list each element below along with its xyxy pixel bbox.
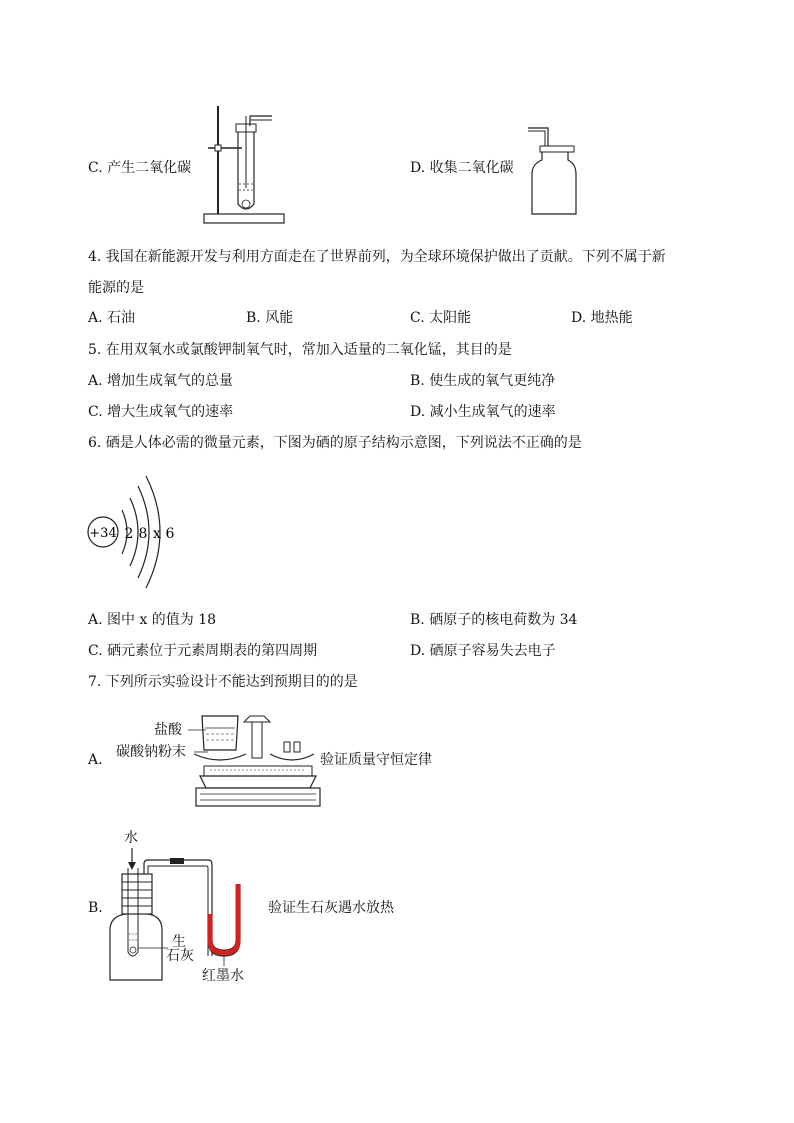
q5-stem: 5. 在用双氧水或氯酸钾制氧气时，常加入适量的二氧化锰，其目的是 [88, 342, 512, 358]
q4-stem-line2: 能源的是 [88, 280, 144, 296]
q4-option-d: D. 地热能 [571, 310, 633, 326]
shell-2-count: 8 [138, 526, 148, 542]
q6-option-b: B. 硒原子的核电荷数为 34 [410, 612, 578, 628]
q7-option-a-caption: 验证质量守恒定律 [320, 752, 432, 768]
q6-option-d: D. 硒原子容易失去电子 [410, 643, 556, 659]
label-water: 水 [124, 830, 138, 846]
q6-option-c: C. 硒元素位于元素周期表的第四周期 [88, 643, 318, 659]
q7-option-b-letter: B. [88, 900, 103, 916]
shell-4-count: 6 [165, 526, 175, 542]
q7-stem: 7. 下列所示实验设计不能达到预期目的的是 [88, 674, 358, 690]
shell-3-count: x [153, 526, 161, 542]
gas-collection-bottle-figure [520, 128, 580, 218]
test-tube-stand-figure [200, 104, 290, 226]
q5-option-b: B. 使生成的氧气更纯净 [410, 373, 556, 389]
q5-option-a: A. 增加生成氧气的总量 [88, 373, 234, 389]
q6-option-a: A. 图中 x 的值为 18 [88, 612, 217, 628]
red-ink-liquid [210, 884, 238, 953]
label-sodium-carbonate-powder: 碳酸钠粉末 [116, 744, 186, 760]
label-quicklime-2: 石灰 [166, 948, 194, 964]
q5-option-d: D. 减小生成氧气的速率 [410, 404, 556, 420]
atom-nucleus-label: +34 [89, 526, 117, 541]
selenium-atom-structure-diagram [86, 476, 186, 594]
q4-option-b: B. 风能 [246, 310, 294, 326]
label-hydrochloric-acid: 盐酸 [154, 722, 182, 738]
q4-option-c: C. 太阳能 [410, 310, 472, 326]
q4-stem-line1: 4. 我国在新能源开发与利用方面走在了世界前列，为全球环境保护做出了贡献。下列不属于新 [88, 249, 666, 265]
shell-1-count: 2 [124, 526, 134, 542]
q7-option-a-letter: A. [88, 752, 103, 768]
q5-option-c: C. 增大生成氧气的速率 [88, 404, 234, 420]
q3-option-d: D. 收集二氧化碳 [410, 160, 514, 176]
label-red-ink: 红墨水 [202, 968, 244, 984]
q6-stem: 6. 硒是人体必需的微量元素，下图为硒的原子结构示意图，下列说法不正确的是 [88, 435, 582, 451]
label-quicklime-1: 生 [172, 934, 186, 950]
q7-option-b-caption: 验证生石灰遇水放热 [268, 900, 394, 916]
q4-option-a: A. 石油 [88, 310, 136, 326]
q3-option-c: C. 产生二氧化碳 [88, 160, 192, 176]
